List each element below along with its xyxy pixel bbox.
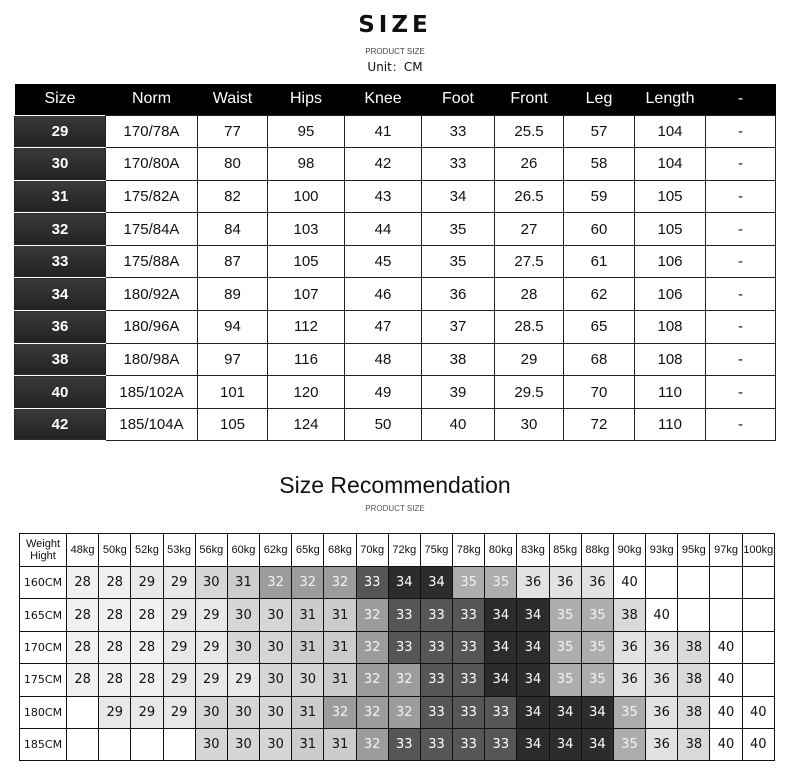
measurement-cell: 28 [495,278,564,311]
size-cell: 30 [260,728,292,760]
measurement-cell: 30 [495,408,564,441]
measurement-cell: 110 [635,408,706,441]
size-cell: 33 [453,664,485,696]
size-cell: 33 [15,245,106,278]
size-cell: 29 [99,696,131,728]
size-cell: 29 [15,115,106,148]
measurement-cell: - [706,376,776,409]
size-cell: 30 [292,664,324,696]
size-cell: 29 [163,567,195,599]
size-cell: 36 [581,567,613,599]
measurement-cell: 26 [495,148,564,181]
measurement-cell: 57 [564,115,635,148]
size-cell: 29 [195,664,227,696]
size-cell: 36 [15,311,106,344]
measurement-cell: 62 [564,278,635,311]
size-cell: 30 [260,631,292,663]
size-cell: 28 [99,567,131,599]
size-cell: 31 [292,631,324,663]
size-cell: 33 [388,631,420,663]
weight-header: 50kg [99,534,131,567]
size-cell: 40 [710,696,742,728]
size-cell: 35 [485,567,517,599]
size-cell: 32 [356,599,388,631]
measurement-cell: 170/80A [106,148,198,181]
weight-header: 83kg [517,534,549,567]
weight-header: 100kg [742,534,774,567]
measurement-cell: 33 [422,115,495,148]
size-cell [710,567,742,599]
measurement-cell: 27.5 [495,245,564,278]
measurement-cell: 101 [198,376,268,409]
size-cell: 40 [742,728,774,760]
size-cell: 28 [131,599,163,631]
measurement-cell: 107 [268,278,345,311]
measurement-cell: 58 [564,148,635,181]
size-cell: 32 [292,567,324,599]
measurement-cell: 35 [422,213,495,246]
measurement-cell: 105 [635,180,706,213]
measurement-cell: 77 [198,115,268,148]
size-cell: 33 [388,728,420,760]
size-cell: 34 [485,664,517,696]
measurement-cell: - [706,311,776,344]
size-cell: 30 [227,631,259,663]
weight-header: 70kg [356,534,388,567]
size-cell: 28 [99,631,131,663]
size-cell: 34 [485,599,517,631]
measurement-cell: 89 [198,278,268,311]
size-cell [742,599,774,631]
size-cell: 33 [388,599,420,631]
size-cell: 31 [324,631,356,663]
size-cell: 34 [517,599,549,631]
measurement-cell: 100 [268,180,345,213]
size-cell [710,599,742,631]
size-cell [742,664,774,696]
measurement-cell: 61 [564,245,635,278]
column-header: Hips [268,84,345,115]
size-cell: 35 [581,599,613,631]
size-cell [678,599,710,631]
column-header: Waist [198,84,268,115]
weight-header: 95kg [678,534,710,567]
size-cell: 28 [131,664,163,696]
size-cell: 29 [131,696,163,728]
size-cell: 34 [581,696,613,728]
measurement-cell: 60 [564,213,635,246]
measurement-cell: 112 [268,311,345,344]
measurement-cell: - [706,408,776,441]
size-cell: 30 [195,696,227,728]
size-cell: 34 [549,696,581,728]
table-row [20,599,775,631]
table-row [15,311,776,344]
weight-header: 97kg [710,534,742,567]
measurement-cell: 175/88A [106,245,198,278]
column-header: Length [635,84,706,115]
size-cell [742,567,774,599]
table-row [15,148,776,181]
size-recommendation-table [19,533,775,761]
measurement-cell: 26.5 [495,180,564,213]
measurement-cell: 50 [345,408,422,441]
weight-header: 53kg [163,534,195,567]
measurement-cell: 59 [564,180,635,213]
size-cell: 32 [388,664,420,696]
measurement-cell: 43 [345,180,422,213]
size-cell [131,728,163,760]
weight-header: 93kg [646,534,678,567]
size-cell: 32 [356,696,388,728]
measurement-cell: 170/78A [106,115,198,148]
size-cell: 33 [453,599,485,631]
measurement-cell: 48 [345,343,422,376]
size-cell: 34 [485,631,517,663]
measurement-cell: 105 [268,245,345,278]
weight-label: Weight [25,538,61,550]
size-cell: 36 [517,567,549,599]
size-cell: 29 [227,664,259,696]
measurement-cell: 98 [268,148,345,181]
size-cell: 34 [388,567,420,599]
measurement-cell: - [706,180,776,213]
measurement-cell: - [706,115,776,148]
size-cell: 36 [646,696,678,728]
size-cell: 28 [67,599,99,631]
column-header: - [706,84,776,115]
size-cell: 35 [549,599,581,631]
table-row [15,213,776,246]
size-cell: 35 [453,567,485,599]
measurement-cell: 104 [635,115,706,148]
table-row [15,245,776,278]
height-cell: 160CM [20,567,67,599]
size-cell: 33 [453,728,485,760]
size-cell: 33 [485,696,517,728]
size-cell: 34 [517,728,549,760]
measurement-cell: 103 [268,213,345,246]
measurement-cell: 42 [345,148,422,181]
size-cell: 35 [581,631,613,663]
measurement-cell: 180/98A [106,343,198,376]
size-cell: 35 [613,728,645,760]
measurement-cell: 47 [345,311,422,344]
column-header: Norm [106,84,198,115]
size-cell: 32 [356,664,388,696]
header-row [20,534,775,567]
table-row [20,696,775,728]
size-cell: 35 [613,696,645,728]
size-cell: 31 [324,664,356,696]
weight-header: 78kg [453,534,485,567]
measurement-cell: 34 [422,180,495,213]
weight-header: 80kg [485,534,517,567]
size-cell: 32 [324,696,356,728]
size-cell: 33 [420,664,452,696]
table-row [20,728,775,760]
measurement-cell: 124 [268,408,345,441]
measurement-cell: 97 [198,343,268,376]
size-cell: 30 [260,696,292,728]
weight-header: 60kg [227,534,259,567]
table-row [15,115,776,148]
measurement-cell: - [706,343,776,376]
size-cell: 30 [227,728,259,760]
size-cell: 29 [163,696,195,728]
measurement-cell: 110 [635,376,706,409]
size-cell: 35 [549,664,581,696]
size-cell: 32 [15,213,106,246]
size-cell: 32 [356,631,388,663]
size-cell: 36 [646,631,678,663]
size-cell: 28 [131,631,163,663]
measurement-cell: 68 [564,343,635,376]
size-chart-table [14,84,776,441]
measurement-cell: - [706,213,776,246]
size-cell: 31 [292,599,324,631]
size-cell: 34 [581,728,613,760]
table-row [15,408,776,441]
size-cell: 30 [227,599,259,631]
measurement-cell: 36 [422,278,495,311]
weight-header: 90kg [613,534,645,567]
measurement-cell: - [706,245,776,278]
size-cell: 33 [485,728,517,760]
size-cell: 42 [15,408,106,441]
table-row [15,376,776,409]
measurement-cell: 40 [422,408,495,441]
size-cell: 31 [292,728,324,760]
page-title: SIZE [358,12,432,38]
height-cell: 165CM [20,599,67,631]
size-cell: 30 [227,696,259,728]
size-cell: 38 [678,664,710,696]
measurement-cell: 108 [635,343,706,376]
weight-header: 56kg [195,534,227,567]
size-cell: 29 [195,599,227,631]
size-cell: 29 [163,631,195,663]
size-cell: 30 [260,599,292,631]
size-cell: 40 [710,728,742,760]
column-header: Size [15,84,106,115]
size-cell: 40 [710,631,742,663]
size-cell: 29 [163,599,195,631]
size-cell: 36 [613,664,645,696]
height-cell: 170CM [20,631,67,663]
measurement-cell: 105 [198,408,268,441]
size-cell: 32 [388,696,420,728]
size-cell: 30 [195,567,227,599]
size-cell: 28 [67,631,99,663]
size-cell [67,696,99,728]
size-cell: 34 [15,278,106,311]
height-cell: 185CM [20,728,67,760]
size-cell: 33 [453,631,485,663]
size-cell: 31 [227,567,259,599]
size-cell: 30 [15,148,106,181]
measurement-cell: 82 [198,180,268,213]
recommendation-subtitle: PRODUCT SIZE [365,504,425,513]
measurement-cell: 185/104A [106,408,198,441]
size-cell: 33 [453,696,485,728]
size-cell [163,728,195,760]
size-cell: 33 [356,567,388,599]
size-cell: 31 [15,180,106,213]
size-cell: 40 [646,599,678,631]
measurement-cell: - [706,148,776,181]
size-cell: 34 [420,567,452,599]
measurement-cell: 80 [198,148,268,181]
size-cell: 35 [549,631,581,663]
size-cell: 28 [67,567,99,599]
size-cell: 32 [324,567,356,599]
size-cell: 31 [324,728,356,760]
size-cell: 40 [742,696,774,728]
height-cell: 180CM [20,696,67,728]
product-size-subtitle: PRODUCT SIZE [365,47,425,56]
size-cell [742,631,774,663]
size-cell: 36 [613,631,645,663]
size-cell: 38 [678,696,710,728]
size-cell [678,567,710,599]
size-cell: 32 [260,567,292,599]
measurement-cell: 180/92A [106,278,198,311]
column-header: Front [495,84,564,115]
column-header: Leg [564,84,635,115]
measurement-cell: 108 [635,311,706,344]
size-cell: 40 [15,376,106,409]
size-cell: 28 [67,664,99,696]
size-cell: 29 [195,631,227,663]
column-header: Foot [422,84,495,115]
size-cell: 33 [420,631,452,663]
measurement-cell: 116 [268,343,345,376]
weight-header: 75kg [420,534,452,567]
size-cell: 29 [131,567,163,599]
size-cell: 36 [549,567,581,599]
measurement-cell: 45 [345,245,422,278]
table-row [15,343,776,376]
weight-header: 88kg [581,534,613,567]
size-cell: 32 [356,728,388,760]
measurement-cell: 185/102A [106,376,198,409]
size-cell [67,728,99,760]
measurement-cell: 104 [635,148,706,181]
weight-header: 52kg [131,534,163,567]
measurement-cell: 35 [422,245,495,278]
size-cell: 28 [99,599,131,631]
size-cell: 33 [420,599,452,631]
measurement-cell: 37 [422,311,495,344]
recommendation-title: Size Recommendation [279,472,511,498]
size-cell: 31 [324,599,356,631]
measurement-cell: 95 [268,115,345,148]
size-cell: 34 [517,631,549,663]
measurement-cell: 65 [564,311,635,344]
size-cell: 38 [678,631,710,663]
size-cell: 40 [710,664,742,696]
measurement-cell: 106 [635,278,706,311]
measurement-cell: 49 [345,376,422,409]
measurement-cell: 175/82A [106,180,198,213]
size-cell: 36 [646,728,678,760]
size-cell: 28 [99,664,131,696]
size-cell: 33 [420,728,452,760]
measurement-cell: 28.5 [495,311,564,344]
size-cell: 38 [15,343,106,376]
measurement-cell: 39 [422,376,495,409]
size-cell: 38 [613,599,645,631]
weight-header: 72kg [388,534,420,567]
measurement-cell: 84 [198,213,268,246]
measurement-cell: 105 [635,213,706,246]
size-cell: 30 [195,728,227,760]
corner-header [20,534,67,567]
measurement-cell: 46 [345,278,422,311]
size-cell: 34 [517,664,549,696]
measurement-cell: 44 [345,213,422,246]
measurement-cell: 38 [422,343,495,376]
measurement-cell: 29 [495,343,564,376]
column-header: Knee [345,84,422,115]
weight-header: 65kg [292,534,324,567]
weight-header: 68kg [324,534,356,567]
measurement-cell: 25.5 [495,115,564,148]
weight-header: 62kg [260,534,292,567]
weight-header: 48kg [67,534,99,567]
size-cell: 34 [549,728,581,760]
size-cell: 40 [613,567,645,599]
measurement-cell: 33 [422,148,495,181]
measurement-cell: 27 [495,213,564,246]
table-row [20,664,775,696]
measurement-cell: 175/84A [106,213,198,246]
size-cell [646,567,678,599]
table-row [20,567,775,599]
size-cell: 30 [260,664,292,696]
table-row [20,631,775,663]
size-cell: 38 [678,728,710,760]
measurement-cell: 180/96A [106,311,198,344]
measurement-cell: 72 [564,408,635,441]
weight-header: 85kg [549,534,581,567]
measurement-cell: 87 [198,245,268,278]
size-cell: 35 [581,664,613,696]
header-row [15,84,776,115]
measurement-cell: 106 [635,245,706,278]
unit-label: Unit：CM [367,60,423,74]
table-row [15,278,776,311]
height-cell: 175CM [20,664,67,696]
size-cell [99,728,131,760]
size-cell: 36 [646,664,678,696]
size-cell: 31 [292,696,324,728]
size-cell: 34 [517,696,549,728]
measurement-cell: 41 [345,115,422,148]
measurement-cell: 29.5 [495,376,564,409]
table-row [15,180,776,213]
size-cell: 33 [420,696,452,728]
height-label: Hight [30,550,56,562]
measurement-cell: - [706,278,776,311]
measurement-cell: 94 [198,311,268,344]
size-cell: 29 [163,664,195,696]
measurement-cell: 120 [268,376,345,409]
measurement-cell: 70 [564,376,635,409]
